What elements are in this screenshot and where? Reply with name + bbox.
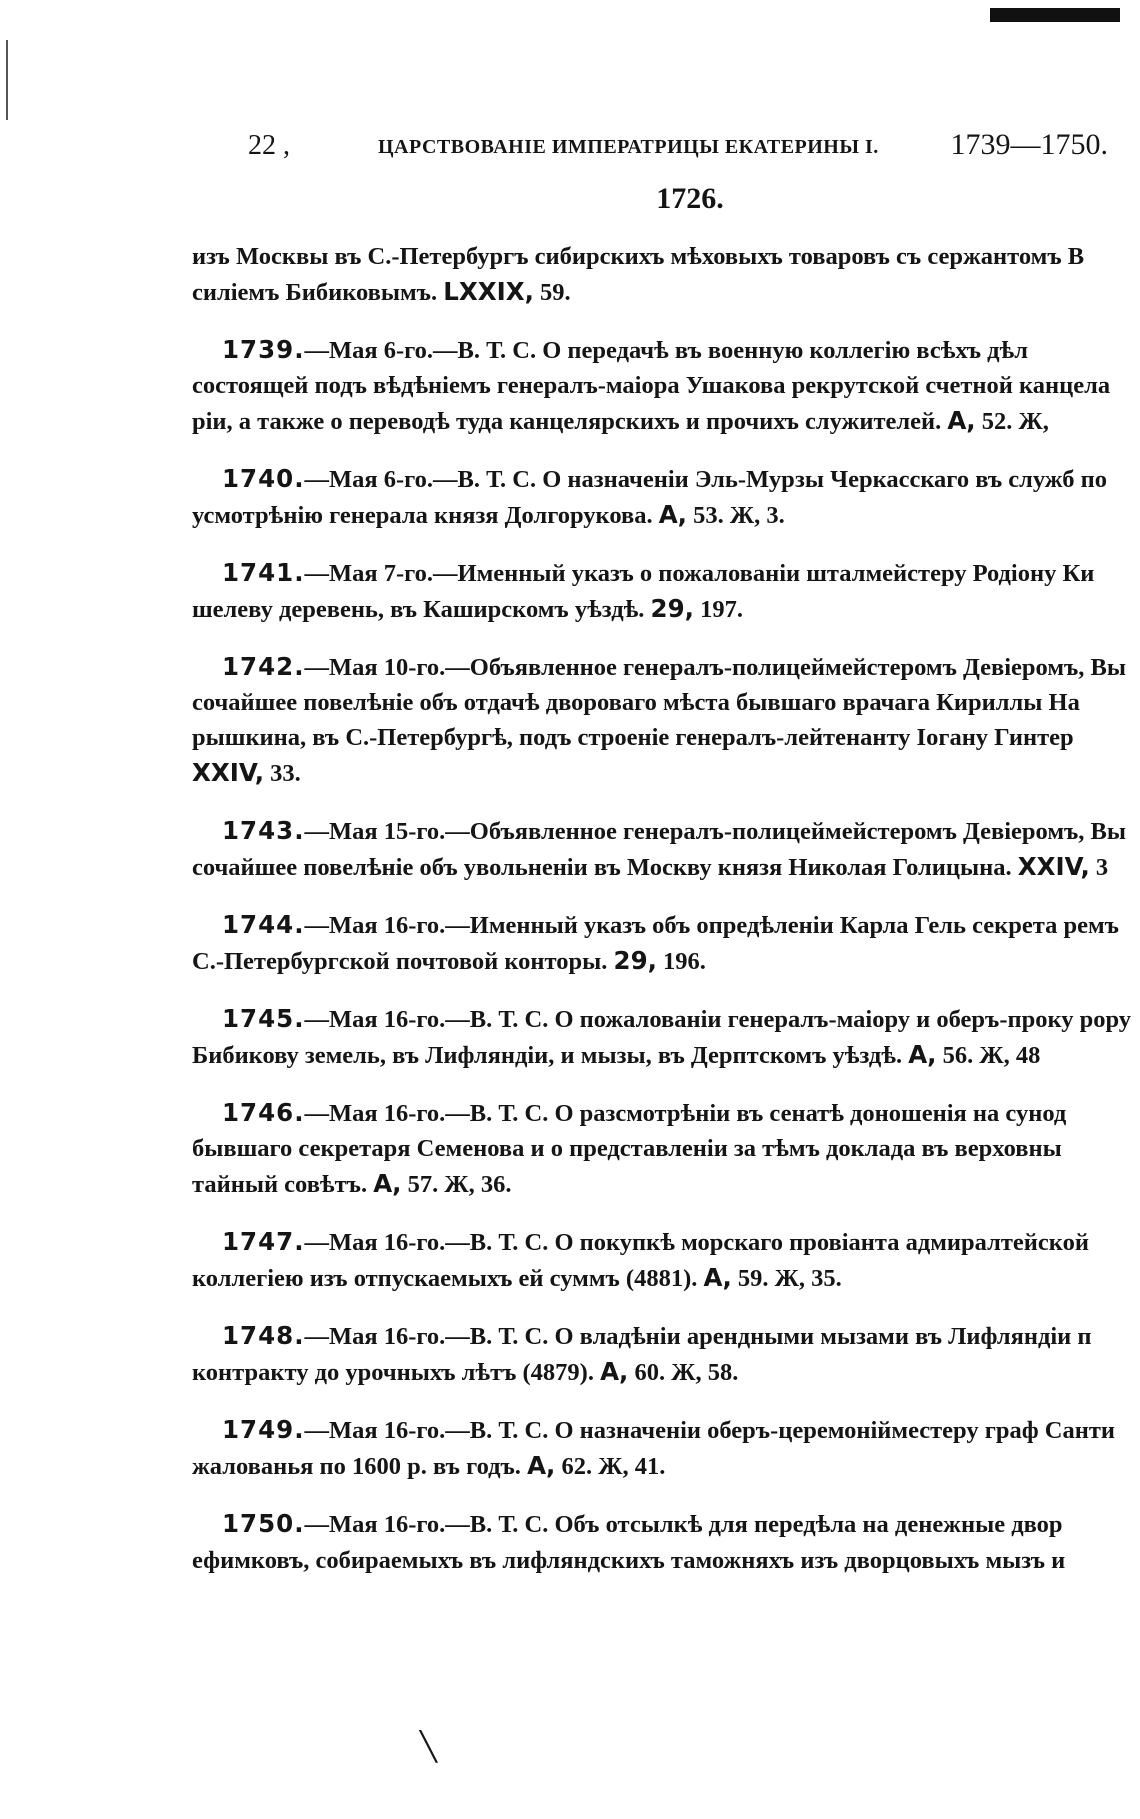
- entry-number: 1744.: [222, 910, 305, 939]
- entry-text: —Мая 16-го.—Именный указъ объ опредѣленіи Карла Гель секрета ремъ С.-Петербургской почтовой конторы.: [192, 912, 1119, 975]
- entry-tail: 33.: [270, 760, 301, 787]
- entry-paragraph: [192, 238, 1140, 310]
- entries-body: [192, 238, 1140, 1600]
- entry-ref: А,: [947, 406, 976, 435]
- entry-text: —Мая 16-го.—В. Т. С. О покупкѣ морскаго провіанта адмиралтейской коллегіею изъ отпускаемыхъ ей суммъ (4881).: [192, 1229, 1089, 1292]
- entry-text: —Мая 16-го.—В. Т. С. О владѣніи арендными мызами въ Лифляндіи п контракту до урочныхъ лѣтъ (4879).: [192, 1323, 1092, 1386]
- entry-number: 1748.: [222, 1321, 305, 1350]
- entry-ref: 29,: [650, 594, 694, 623]
- entry-ref: А,: [658, 500, 687, 529]
- entry-tail: 52. Ж,: [981, 408, 1049, 435]
- entry-text: —Мая 16-го.—В. Т. С. О назначеніи оберъ-церемонійместеру граф Санти жалованья по 1600 р. въ годъ.: [192, 1417, 1115, 1480]
- entry-number: 1750.: [222, 1509, 305, 1538]
- entry-text: —Мая 10-го.—Объявленное генералъ-полицеймейстеромъ Девіеромъ, Вы сочайшее повелѣніе объ отдачѣ двороваго мѣста бывшаго врачага Кириллы На рышкина, въ С.-Петербургѣ, подъ строеніе генералъ-лейтенанту Іогану Гинтер: [192, 654, 1127, 751]
- entry-text: —Мая 6-го.—В. Т. С. О передачѣ въ военную коллегію всѣхъ дѣл состоящей подъ вѣдѣніемъ генералъ-маіора Ушакова рекрутской счетной канцела ріи, а также о переводѣ туда канцелярскихъ и прочихъ служителей.: [192, 337, 1111, 435]
- entry-number: 1745.: [222, 1004, 305, 1033]
- running-title: ЦАРСТВОВАНІЕ ИМПЕРАТРИЦЫ ЕКАТЕРИНЫ І.: [378, 136, 879, 158]
- entry-paragraph: [192, 332, 1140, 439]
- entry-tail: 59. Ж, 35.: [737, 1265, 842, 1292]
- entry-paragraph: [192, 461, 1140, 533]
- ink-speck: ╲: [420, 1732, 437, 1763]
- entry-range: 1739—1750.: [950, 128, 1108, 161]
- year-heading: 1726.: [656, 182, 724, 215]
- entry-number: 1749.: [222, 1415, 305, 1444]
- entry-text: —Мая 16-го.—В. Т. С. О разсмотрѣніи въ сенатѣ доношенія на сунод бывшаго секретаря Семенова и о представленіи за тѣмъ доклада въ верховны тайный совѣтъ.: [192, 1100, 1067, 1198]
- scan-edge-line: [6, 40, 8, 120]
- entry-tail: 59.: [540, 279, 571, 306]
- entry-tail: 197.: [700, 596, 743, 623]
- entry-ref: XXIV,: [1017, 852, 1090, 881]
- scan-mark: [980, 0, 1120, 30]
- entry-text: —Мая 16-го.—В. Т. С. Объ отсылкѣ для передѣла на денежные двор ефимковъ, собираемыхъ въ лифляндскихъ таможняхъ изъ дворцовыхъ мызъ и: [192, 1511, 1066, 1574]
- entry-paragraph: [192, 1095, 1140, 1202]
- entry-number: 1747.: [222, 1227, 305, 1256]
- entry-number: 1739.: [222, 335, 305, 364]
- entry-text: изъ Москвы въ С.-Петербургъ сибирскихъ мѣховыхъ товаровъ съ сержантомъ В силіемъ Бибиковымъ.: [192, 243, 1085, 306]
- entry-number: 1742.: [222, 652, 305, 681]
- entry-paragraph: [192, 1318, 1140, 1390]
- entry-number: 1743.: [222, 816, 305, 845]
- entry-paragraph: [192, 555, 1140, 627]
- entry-paragraph: [192, 1506, 1140, 1578]
- entry-tail: 53. Ж, 3.: [693, 502, 785, 529]
- entry-tail: 57. Ж, 36.: [407, 1171, 512, 1198]
- entry-ref: LXXIX,: [443, 277, 534, 306]
- entry-ref: А,: [703, 1263, 732, 1292]
- entry-tail: 62. Ж, 41.: [561, 1453, 666, 1480]
- entry-number: 1746.: [222, 1098, 305, 1127]
- entry-paragraph: [192, 813, 1140, 885]
- entry-ref: А,: [373, 1169, 402, 1198]
- entry-tail: 60. Ж, 58.: [634, 1359, 739, 1386]
- entry-paragraph: [192, 907, 1140, 979]
- page-header: [248, 128, 1108, 168]
- entry-ref: А,: [527, 1451, 556, 1480]
- entry-tail: 196.: [663, 948, 706, 975]
- entry-text: —Мая 7-го.—Именный указъ о пожалованіи шталмейстеру Родіону Ки шелеву деревень, въ Каширскомъ уѣздѣ.: [192, 560, 1095, 623]
- entry-ref: А,: [600, 1357, 629, 1386]
- entry-text: —Мая 6-го.—В. Т. С. О назначеніи Эль-Мурзы Черкасскаго въ служб по усмотрѣнію генерала князя Долгорукова.: [192, 466, 1107, 529]
- entry-ref: 29,: [613, 946, 657, 975]
- entry-tail: 3: [1095, 854, 1109, 881]
- entry-number: 1741.: [222, 558, 305, 587]
- entry-tail: 56. Ж, 48: [942, 1042, 1041, 1069]
- entry-text: —Мая 15-го.—Объявленное генералъ-полицеймейстеромъ Девіеромъ, Вы сочайшее повелѣніе объ увольненіи въ Москву князя Николая Голицына.: [192, 818, 1127, 881]
- entry-paragraph: [192, 649, 1140, 791]
- entry-paragraph: [192, 1001, 1140, 1073]
- entry-paragraph: [192, 1224, 1140, 1296]
- entry-number: 1740.: [222, 464, 305, 493]
- entry-paragraph: [192, 1412, 1140, 1484]
- entry-ref: XXIV,: [192, 758, 265, 787]
- entry-text: —Мая 16-го.—В. Т. С. О пожалованіи генералъ-маіору и оберъ-проку рору Бибикову земель, въ Лифляндіи, и мызы, въ Дерптскомъ уѣздѣ.: [192, 1006, 1132, 1069]
- entry-ref: А,: [908, 1040, 937, 1069]
- page-number: 22 ,: [248, 130, 290, 161]
